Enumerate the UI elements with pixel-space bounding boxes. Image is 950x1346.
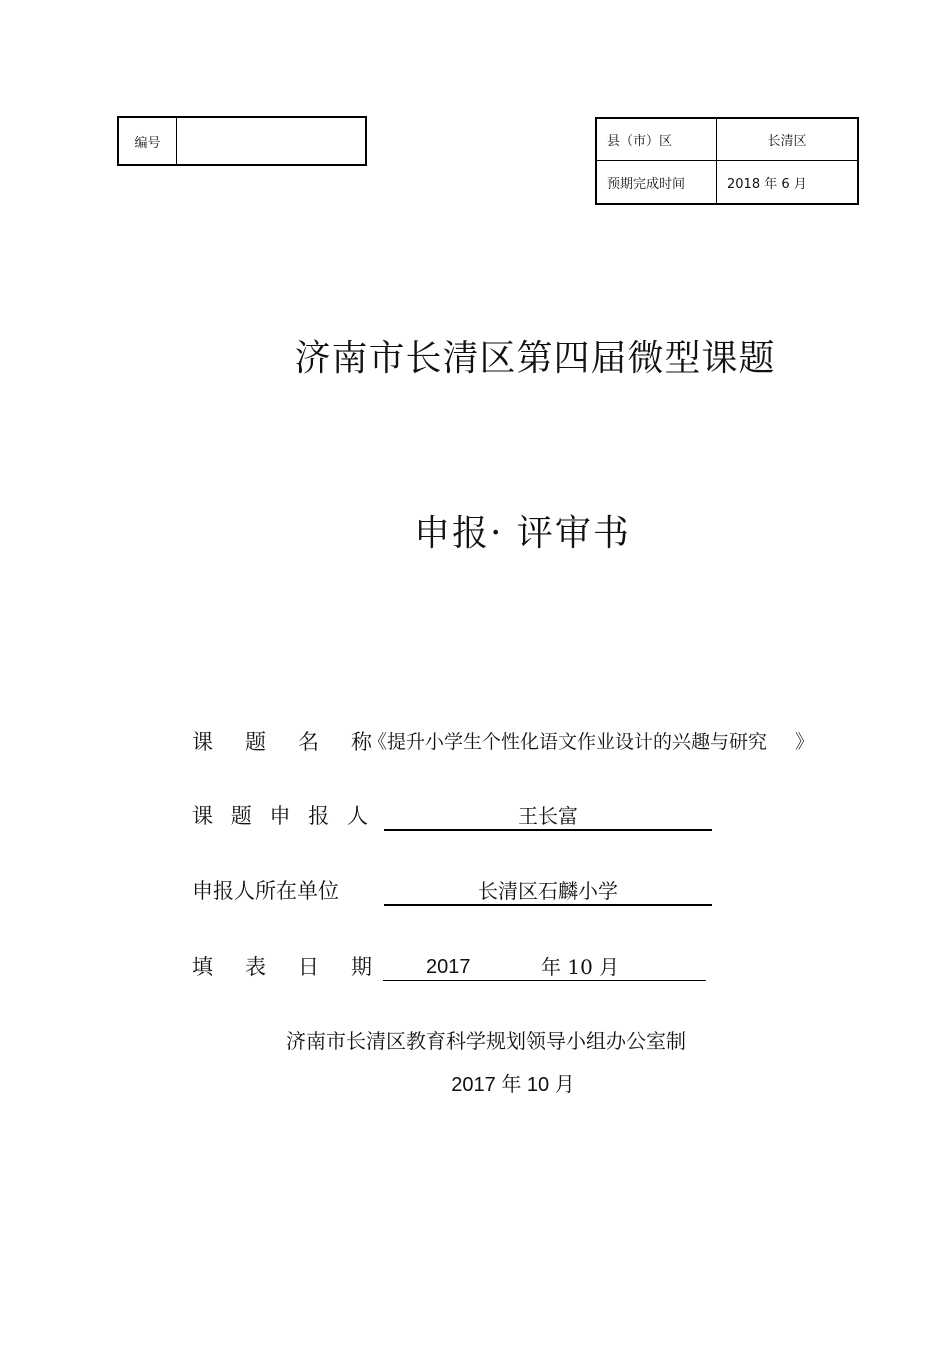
info-table xyxy=(595,117,859,205)
project-name-label-char: 课 xyxy=(192,730,213,754)
project-name-value xyxy=(368,727,814,757)
number-label: 编号 xyxy=(119,118,177,164)
date-label-char: 表 xyxy=(245,955,266,979)
applicant-label-char: 题 xyxy=(230,804,252,828)
project-name-label xyxy=(192,727,372,757)
county-value: 长清区 xyxy=(767,134,807,149)
project-name-text: 《提升小学生个性化语文作业设计的兴趣与研究 xyxy=(368,731,768,753)
date-label-char: 期 xyxy=(351,955,372,979)
document-title: 济南市长清区第四届微型课题 xyxy=(294,338,776,379)
date-month: 年 10 月 xyxy=(541,955,620,979)
date-field xyxy=(383,953,706,981)
applicant-label-char: 报 xyxy=(308,804,330,828)
applicant-field: 王长富 xyxy=(384,801,712,831)
info-row-completion xyxy=(597,161,857,203)
applicant-label-char: 课 xyxy=(192,804,213,828)
applicant-label-char: 人 xyxy=(347,804,368,828)
number-box xyxy=(117,116,367,166)
unit-label: 申报人所在单位 xyxy=(192,879,339,903)
date-label-char: 日 xyxy=(298,955,319,979)
date-label-char: 填 xyxy=(192,955,213,979)
county-label: 县（市）区 xyxy=(597,119,717,160)
footer-organization: 济南市长清区教育科学规划领导小组办公室制 xyxy=(286,1029,686,1053)
completion-label: 预期完成时间 xyxy=(597,161,717,203)
date-year: 2017 xyxy=(426,956,471,978)
applicant-label-char: 申 xyxy=(269,804,291,828)
completion-value: 2018 年 6 月 xyxy=(727,176,807,192)
info-row-county xyxy=(597,119,857,161)
applicant-label xyxy=(192,801,368,831)
project-name-close-bracket: 》 xyxy=(795,731,815,753)
unit-field: 长清区石麟小学 xyxy=(384,876,712,906)
project-name-label-char: 题 xyxy=(245,730,266,754)
project-name-label-char: 称 xyxy=(351,730,372,754)
footer-date: 2017 年 10 月 xyxy=(451,1074,575,1096)
date-label xyxy=(192,952,372,982)
project-name-label-char: 名 xyxy=(298,730,319,754)
document-subtitle: 申报· 评审书 xyxy=(414,513,631,554)
